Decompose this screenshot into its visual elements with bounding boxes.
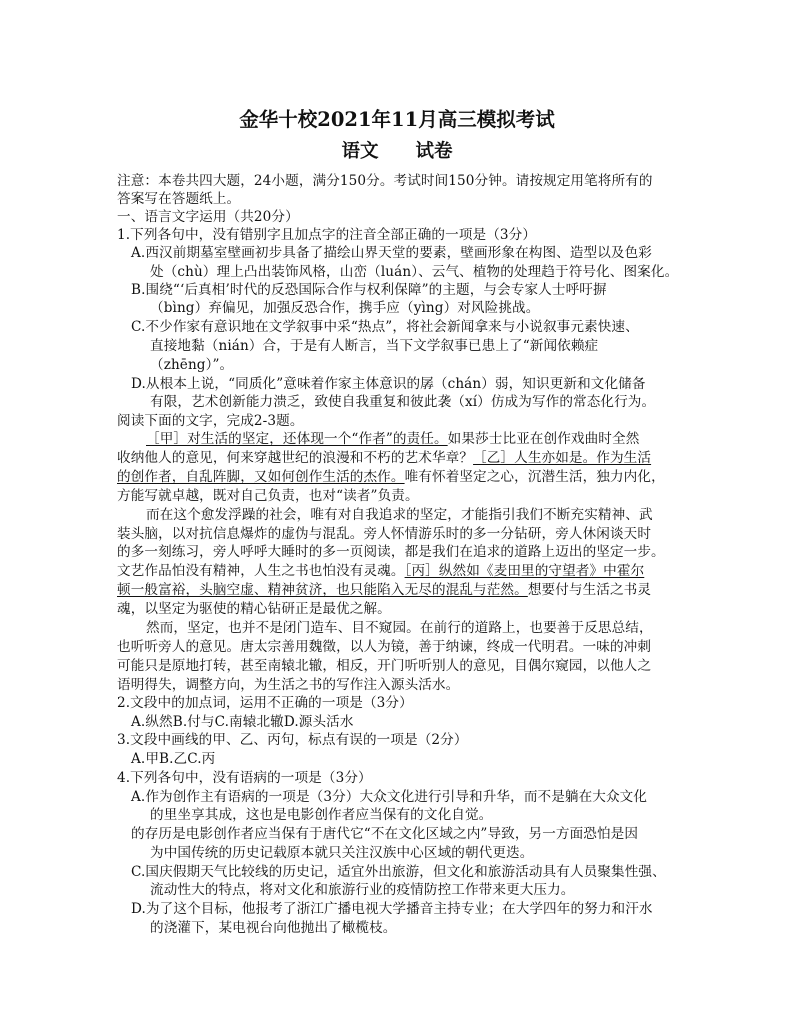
subject-title: 语文 试卷 (341, 141, 453, 162)
text: 收纳他人的意见，何来穿越世纪的浪漫和不朽的艺术华章？ (117, 450, 474, 466)
sentence-bing-cont: 顿一般富裕，头脑空虚、精神贫济，也只能陷入无尽的混乱与茫然。 (117, 582, 528, 598)
question-1-stem: 1.下列各句中，没有错别字且加点字的注音全部正确的一项是（3分） (117, 227, 537, 243)
q4-option-a-cont: 的里坐享其成，这也是电影创作者应当保有的文化自觉。 (150, 807, 493, 823)
passage-p1-line3 (117, 468, 665, 487)
passage-p3-line3: 可能只是原地打转，甚至南辕北辙，相反，开门听听别人的意见，目偶尔窥园，以他人之 (117, 658, 652, 674)
q1-option-c-cont: 直接地黏（nián）合，于是有人断言，当下文学叙事已患上了“新闻依赖症 (150, 338, 599, 354)
q4-option-b-cont: 为中国传统的历史记载原本就只关注汉族中心区域的朝代更迭。 (150, 845, 534, 861)
sentence-yi: ［乙］人生亦如是。作为生活 (473, 450, 652, 466)
text: 如果莎士比亚在创作戏曲时全然 (447, 431, 640, 447)
passage-p2-line1: 而在这个愈发浮躁的社会，唯有对自我追求的坚定，才能指引我们不断充实精神、武 (146, 507, 653, 523)
q3-options: A.甲B.乙C.丙 (131, 751, 216, 767)
sentence-bing: ［丙］纵然如《麦田里的守望者》中霍尔 (404, 563, 645, 579)
passage-p2-line6: 魂，以坚定为驱使的精心钻研正是最优之解。 (117, 601, 391, 617)
q4-option-a: A.作为创作主有语病的一项是（3分）大众文化进行引导和升华，而不是躺在大众文化 (131, 789, 648, 805)
q4-option-b: 的存历是电影创作者应当保有于唐代它“不在文化区域之内”导致，另一方面恐怕是因 (131, 826, 639, 842)
question-3-stem: 3.文段中画线的甲、乙、丙句，标点有误的一项是（2分） (117, 732, 468, 748)
passage-p3-line1: 然而，坚定，也并不是闭门造车、目不窥园。在前行的道路上，也要善于反思总结， (146, 620, 653, 636)
exam-title: 金华十校2021年11月高三模拟考试 (239, 108, 555, 131)
passage-p1-line2 (117, 449, 651, 468)
q4-option-d: D.为了这个目标，他报考了浙江广播电视大学播音主持专业；在大学四年的努力和汗水 (131, 901, 653, 917)
text: 想要付与生活之书灵 (527, 582, 652, 598)
passage-p2-line4 (117, 562, 644, 581)
sentence-jia: ［甲］对生活的坚定，还体现一个“作者”的责任。 (146, 431, 448, 447)
q4-option-c: C.国庆假期天气比较线的历史记，适宜外出旅游，但文化和旅游活动具有人员聚集性强、 (131, 864, 666, 880)
q1-option-b: B.围绕“‘后真相’时代的反恐国际合作与权利保障”的主题，与会专家人士呼吁摒 (131, 282, 607, 298)
question-2-stem: 2.文段中的加点词，运用不正确的一项是（3分） (117, 695, 413, 711)
q4-option-d-cont: 的浇灌下，某电视台向他抛出了橄榄枝。 (150, 920, 397, 936)
notice-line-2: 答案写在答题纸上。 (117, 191, 241, 207)
q1-option-b-cont: （bìng）弃偏见，加强反恐合作，携手应（yìng）对风险挑战。 (150, 300, 540, 316)
text: 唯有怀着坚定之心，沉潜生活，独力内化， (404, 469, 665, 485)
passage-p1-line1 (146, 430, 639, 449)
q1-option-c: C.不少作家有意识地在文学叙事中采“热点”，将社会新闻拿来与小说叙事元素快速、 (131, 319, 639, 335)
passage-p2-line3: 的多一刻练习，旁人呼呼大睡时的多一页阅读，都是我们在追求的道路上迈出的坚定一步。 (117, 544, 665, 560)
passage-p2-line2: 装头脑，以对抗信息爆炸的虚伪与混乱。旁人怀情游乐时的多一分钻研，旁人休闲谈天时 (117, 526, 652, 542)
q1-option-d-cont: 有限，艺术创新能力溃乏，致使自我重复和彼此袭（xí）仿成为写作的常态化行为。 (150, 394, 656, 410)
notice-line-1: 注意：本卷共四大题，24小题，满分150分。考试时间150分钟。请按规定用笔将所有的 (117, 173, 653, 189)
passage-p1-line4: 方能写就卓越，既对自己负责，也对“读者”负责。 (117, 488, 419, 504)
section-heading: 一、语言文字运用（共20分） (117, 209, 299, 225)
q1-option-a-cont: 处（chù）理上凸出装饰风格，山峦（luán）、云气、植物的处理趋于符号化、图案化。 (150, 264, 679, 280)
passage-p3-line4: 语明得失，调整方向，为生活之书的写作注入源头活水。 (117, 677, 460, 693)
q1-option-c-cont2: （zhēng）”。 (150, 357, 234, 373)
q1-option-a: A.西汉前期墓室壁画初步具备了描绘山界天堂的要素，壁画形象在构图、造型以及色彩 (131, 245, 653, 261)
sentence-yi-cont: 的创作者，自乱阵脚，又如何创作生活的杰作。 (117, 469, 405, 485)
passage-p3-line2: 也听听旁人的意见。唐太宗善用魏徵，以人为镜，善于纳谏，终成一代明君。一味的冲刺 (117, 639, 652, 655)
question-4-stem: 4.下列各句中，没有语病的一项是（3分） (117, 770, 372, 786)
q4-option-c-cont: 流动性大的特点，将对文化和旅游行业的疫情防控工作带来更大压力。 (150, 882, 575, 898)
q1-option-d: D.从根本上说，“同质化”意味着作家主体意识的孱（chán）弱，知识更新和文化储备 (131, 376, 646, 392)
passage-intro: 阅读下面的文字，完成2-3题。 (117, 413, 304, 429)
text: 文艺作品怕没有精神，人生之书也怕没有灵魂。 (117, 563, 405, 579)
q2-options: A.纵然B.付与C.南辕北辙D.源头活水 (131, 714, 354, 730)
passage-p2-line5 (117, 581, 651, 600)
